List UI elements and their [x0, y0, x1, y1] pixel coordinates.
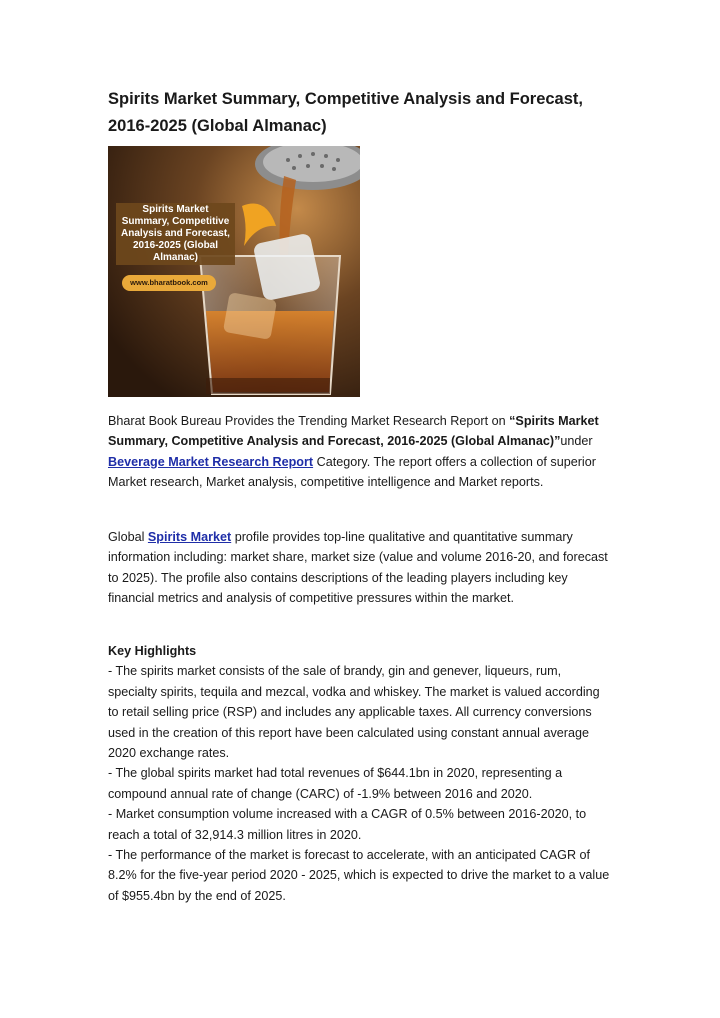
- key-highlights-heading: Key Highlights: [108, 644, 197, 658]
- key-highlights-section: [108, 641, 613, 906]
- highlight-item: - The global spirits market had total revenues of $644.1bn in 2020, representing a compound annual rate of change (CARC) of -1.9% between 2016 and 2020.: [108, 766, 563, 801]
- highlight-item: - The performance of the market is forecast to accelerate, with an anticipated CAGR of 8.2% for the five-year period 2020 - 2025, which is expected to drive the market to a value of $955.4bn by the end of 2025.: [108, 848, 610, 903]
- profile-paragraph: [108, 527, 613, 609]
- intro-report-title: “Spirits Market Summary, Competitive Analysis and Forecast, 2016-2025 (Global Almanac)”: [108, 414, 599, 449]
- profile-text: profile provides top-line qualitative and quantitative summary information including: market share, market size (value and volume 2016-20, and forecast to 2025). The profile also contains descriptions of the leading players including key financial metrics and analysis of competitive pressures within the market.: [108, 530, 608, 606]
- cover-title-box: Spirits Market Summary, Competitive Analysis and Forecast, 2016-2025 (Global Almanac): [116, 203, 235, 265]
- intro-category-text: Category. The report offers a collection of superior Market research, Market analysis, competitive intelligence and Market reports.: [108, 454, 596, 490]
- highlight-item: - The spirits market consists of the sale of brandy, gin and genever, liqueurs, rum, specialty spirits, tequila and mezcal, vodka and whiskey. The market is valued according to retail selling price (RSP) and includes any applicable taxes. All currency conversions used in the creation of this report have been calculated using constant annual average 2020 exchange rates.: [108, 664, 600, 761]
- document-title: Spirits Market Summary, Competitive Analysis and Forecast, 2016-2025 (Global Almanac): [108, 90, 583, 135]
- intro-text: Bharat Book Bureau Provides the Trending Market Research Report on: [108, 414, 510, 428]
- cover-image: [108, 146, 360, 397]
- beverage-market-report-link[interactable]: Beverage Market Research Report: [108, 454, 314, 469]
- intro-under-text: under: [560, 434, 593, 449]
- cover-photo-illustration: [108, 146, 360, 397]
- highlight-item: - Market consumption volume increased with a CAGR of 0.5% between 2016-2020, to reach a total of 32,914.3 million litres in 2020.: [108, 807, 587, 842]
- profile-global-text: Global: [108, 530, 148, 544]
- intro-paragraph: [108, 411, 613, 493]
- spirits-market-link[interactable]: Spirits Market: [147, 530, 232, 544]
- cover-website-badge: www.bharatbook.com: [122, 275, 216, 291]
